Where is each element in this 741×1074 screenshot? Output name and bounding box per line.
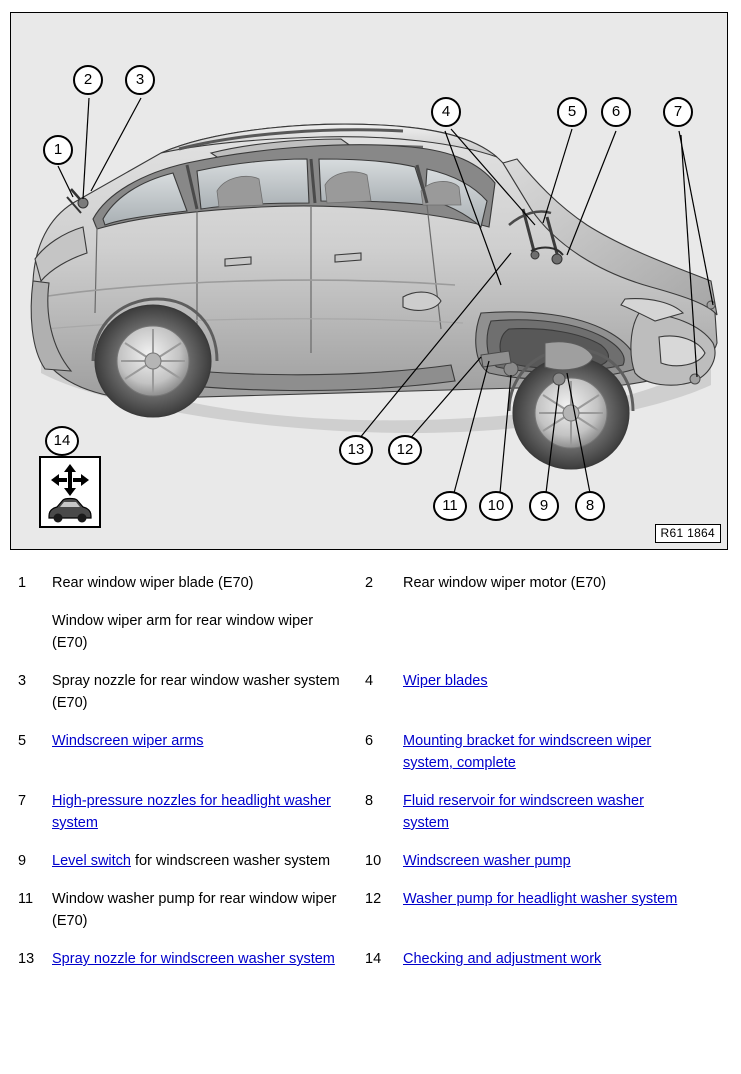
callout-4: 4: [431, 97, 461, 127]
legend-item-number: [365, 610, 403, 654]
vehicle-diagram: [11, 13, 727, 549]
callout-5: 5: [557, 97, 587, 127]
legend-entry: [0, 948, 365, 970]
figure-illustration: [10, 12, 728, 550]
legend-item-text: [403, 948, 601, 970]
legend-entry: [365, 790, 741, 834]
legend-item-number: 11: [18, 891, 34, 907]
legend-item-text: [52, 888, 342, 932]
legend-link[interactable]: Spray nozzle for windscreen washer system: [52, 951, 335, 967]
callout-12: 12: [388, 435, 422, 465]
callout-8: 8: [575, 491, 605, 521]
legend-item-number: 14: [365, 951, 382, 967]
legend-row: [0, 610, 741, 654]
legend-entry: [365, 670, 741, 714]
callout-3: 3: [125, 65, 155, 95]
front-wheel: [513, 357, 629, 469]
legend-link[interactable]: High-pressure nozzles for headlight washer system: [52, 793, 331, 831]
legend-item-text: [403, 850, 571, 872]
callout-14: 14: [45, 426, 79, 456]
callout-6: 6: [601, 97, 631, 127]
legend-row: [0, 790, 741, 834]
legend-link[interactable]: Mounting bracket for windscreen wiper system, complete: [403, 733, 652, 771]
legend-row: [0, 670, 741, 714]
legend-link[interactable]: Level switch: [52, 853, 131, 869]
vehicle-adjustment-icon: [41, 458, 99, 526]
callout-13: 13: [339, 435, 373, 465]
legend-item-number: 1: [18, 575, 27, 591]
legend-entry: [365, 888, 741, 932]
legend-item-text: [52, 730, 204, 774]
legend-item-number: 13: [18, 951, 35, 967]
legend-plain-text: Rear window wiper blade (E70): [52, 575, 254, 591]
legend-item-text: [52, 610, 342, 654]
legend-item-number: 8: [365, 793, 374, 809]
legend-plain-text: Window washer pump for rear window wiper (E70): [52, 891, 337, 929]
legend-item-number: 6: [365, 733, 374, 749]
callout-10: 10: [479, 491, 513, 521]
legend-link[interactable]: Wiper blades: [403, 673, 488, 689]
vehicle-adjustment-icon-box: [39, 456, 101, 528]
legend-list: [0, 572, 741, 986]
legend-entry: [0, 610, 365, 654]
legend-item-number: 9: [18, 853, 27, 869]
legend-item-text: [403, 888, 677, 932]
legend-plain-text: Spray nozzle for rear window washer system (E70): [52, 673, 340, 711]
legend-item-text: [403, 572, 606, 594]
callout-2: 2: [73, 65, 103, 95]
legend-plain-text: for windscreen washer system: [130, 853, 331, 869]
legend-item-text: [52, 850, 330, 872]
legend-item-text: [52, 948, 335, 970]
legend-link[interactable]: Windscreen washer pump: [403, 853, 571, 869]
legend-item-number: 2: [365, 575, 374, 591]
legend-plain-text: Window wiper arm for rear window wiper (E70): [52, 613, 314, 651]
legend-row: [0, 730, 741, 774]
callout-11: 11: [433, 491, 467, 521]
legend-item-text: [52, 790, 342, 834]
callout-9: 9: [529, 491, 559, 521]
vehicle-body: [31, 124, 717, 469]
legend-entry: [365, 730, 741, 774]
legend-entry: [365, 948, 741, 970]
callout-1: 1: [43, 135, 73, 165]
legend-row: [0, 948, 741, 970]
legend-row: [0, 850, 741, 872]
legend-item-number: 12: [365, 891, 382, 907]
legend-entry: [0, 850, 365, 872]
legend-item-text: [403, 670, 488, 714]
legend-item-number: 7: [18, 793, 27, 809]
legend-entry: [0, 790, 365, 834]
legend-entry: [0, 730, 365, 774]
legend-row: [0, 888, 741, 932]
legend-entry: [365, 850, 741, 872]
legend-plain-text: Rear window wiper motor (E70): [403, 575, 607, 591]
legend-item-text: [52, 572, 254, 594]
legend-item-number: [18, 610, 52, 654]
legend-link[interactable]: Checking and adjustment work: [403, 951, 602, 967]
legend-link[interactable]: Fluid reservoir for windscreen washer system: [403, 793, 644, 831]
legend-item-number: 10: [365, 853, 382, 869]
legend-link[interactable]: Windscreen wiper arms: [52, 733, 204, 749]
legend-entry: [365, 610, 741, 654]
legend-entry: [0, 572, 365, 594]
legend-item-number: 4: [365, 673, 374, 689]
legend-item-number: 5: [18, 733, 27, 749]
legend-item-number: 3: [18, 673, 27, 689]
legend-item-text: [403, 730, 693, 774]
legend-entry: [365, 572, 741, 594]
legend-row: [0, 572, 741, 594]
legend-item-text: [52, 670, 342, 714]
legend-link[interactable]: Washer pump for headlight washer system: [403, 891, 678, 907]
figure-code: R61 1864: [655, 524, 721, 543]
legend-item-text: [403, 790, 693, 834]
legend-entry: [0, 670, 365, 714]
rear-wheel: [95, 305, 211, 417]
callout-7: 7: [663, 97, 693, 127]
legend-entry: [0, 888, 365, 932]
